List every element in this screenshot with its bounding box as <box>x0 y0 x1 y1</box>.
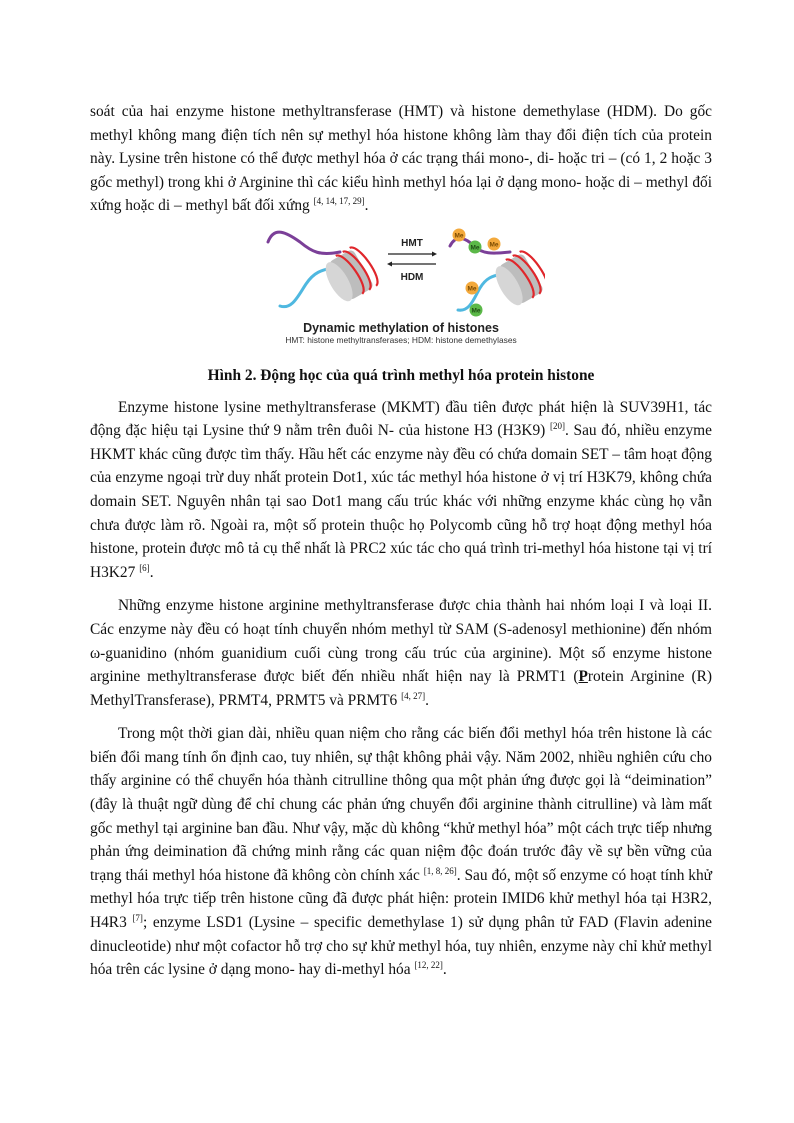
svg-text:Me: Me <box>454 232 464 240</box>
citation: [7] <box>132 913 143 924</box>
methyl-group-5 <box>470 303 483 316</box>
paragraph-intro: soát của hai enzyme histone methyltransferase (HMT) và histone demethylase (HDM). Do gốc methyl không mang điện tích nên sự methyl hóa histone không làm thay đổi điện tích của protein này. Lysine trên histone có thể được methyl hóa ở các trạng thái mono-, di- hoặc tri – (có 1, 2 hoặc 3 gốc methyl) trong khi ở Arginine thì các kiểu hình methyl hóa lại ở dạng mono- hoặc di – methyl đối xứng hoặc di – methyl bất đối xứng [4, 14, 17, 29]. <box>90 103 712 215</box>
h4-tail-left <box>280 268 332 307</box>
h4-tail-right <box>458 274 502 310</box>
nucleosome-right <box>489 247 545 309</box>
citation: [6] <box>139 562 150 573</box>
citation: [4, 14, 17, 29] <box>313 196 365 207</box>
hdm-label: HDM <box>400 271 424 283</box>
methyl-group-2 <box>469 240 482 253</box>
svg-text:Me: Me <box>470 244 480 252</box>
h3-tail-left <box>268 232 340 253</box>
methyl-group-3 <box>488 237 501 250</box>
figure-histone-methylation <box>90 224 712 356</box>
paragraph-prmt: Những enzyme histone arginine methyltransferase được chia thành hai nhóm loại I và loại II. Các enzyme này đều có hoạt tính chuyển nhóm methyl từ SAM (S-adenosyl methionine) đến nhóm ω-guanidino (nhóm guanidium cuối cùng trong cấu trúc của arginine). Một số enzyme histone arginine methyltransferase được biết đến nhiều nhất hiện nay là PRMT1 (Protein Arginine (R) MethylTransferase), PRMT4, PRMT5 và PRMT6 [4, 27]. <box>90 597 712 709</box>
citation: [12, 22] <box>414 960 443 971</box>
arrow-back-icon <box>387 261 392 266</box>
document-page <box>90 100 712 982</box>
arrow-forward-icon <box>432 251 437 256</box>
methyl-group-4 <box>466 281 479 294</box>
methylation-diagram <box>260 224 545 319</box>
figure-caption: Hình 2. Động học của quá trình methyl hóa protein histone <box>207 366 595 384</box>
citation: [1, 8, 26] <box>423 865 457 876</box>
methyl-group-1 <box>453 228 466 241</box>
svg-text:Me: Me <box>467 285 477 293</box>
paragraph-demethylation: Trong một thời gian dài, nhiều quan niệm cho rằng các biến đổi methyl hóa trên histone là các biến đổi mang tính ổn định cao, tuy nhiên, sự thật không phải vậy. Năm 2002, nhiều nghiên cứu cho thấy arginine có thể chuyển hóa thành citrulline thông qua một phản ứng được gọi là “deimination” (đây là thuật ngữ dùng để chỉ chung các phản ứng chuyển đổi arginine thành citrulline) và làm mất gốc methyl tại arginine ban đầu. Như vậy, mặc dù không “khử methyl hóa” một cách trực tiếp nhưng phản ứng deimination đã chứng minh rằng các quan niệm độc đoán trước đây về sự bền vững của trạng thái methyl hóa histone đã không còn chính xác [1, 8, 26]. Sau đó, một số enzyme có hoạt tính khử methyl hóa trực tiếp trên histone cũng đã được phát hiện: protein IMID6 khử methyl hóa tại H3R2, H4R3 [7]; enzyme LSD1 (Lysine – specific demethylase 1) sử dụng phân tử FAD (Flavin adenine dinucleotide) như một cofactor hỗ trợ cho sự khử methyl hóa, tuy nhiên, enzyme này chỉ khử methyl hóa trên các lysine ở dạng mono- hay di-methyl hóa [12, 22]. <box>90 725 713 979</box>
svg-text:Me: Me <box>489 241 499 249</box>
citation: [20] <box>549 421 565 432</box>
hmt-label: HMT <box>401 237 423 249</box>
svg-text:Me: Me <box>471 307 481 315</box>
figure-subtitle: HMT: histone methyltransferases; HDM: histone demethylases <box>285 334 517 345</box>
paragraph-hkmt: Enzyme histone lysine methyltransferase (MKMT) đầu tiên được phát hiện là SUV39H1, tác động đặc hiệu tại Lysine thứ 9 nằm trên đuôi N- của histone H3 (H3K9) [20]. Sau đó, nhiều enzyme HKMT khác cũng được tìm thấy. Hầu hết các enzyme này đều có chứa domain SET – tâm hoạt động của enzyme ngoại trừ duy nhất protein Dot1, xúc tác methyl hóa histone ở vị trí H3K79, không chứa domain SET. Nguyên nhân tại sao Dot1 mang cấu trúc khác với những enzyme khác cùng họ vẫn chưa được làm rõ. Ngoài ra, một số protein thuộc họ Polycomb cũng hỗ trợ hoạt động methyl hóa histone, protein được mô tả cụ thể nhất là PRC2 xúc tác cho quá trình tri-methyl hóa histone tại vị trí H3K27 [6]. <box>90 398 712 581</box>
figure-title: Dynamic methylation of histones <box>303 320 499 335</box>
citation: [4, 27] <box>401 690 426 701</box>
